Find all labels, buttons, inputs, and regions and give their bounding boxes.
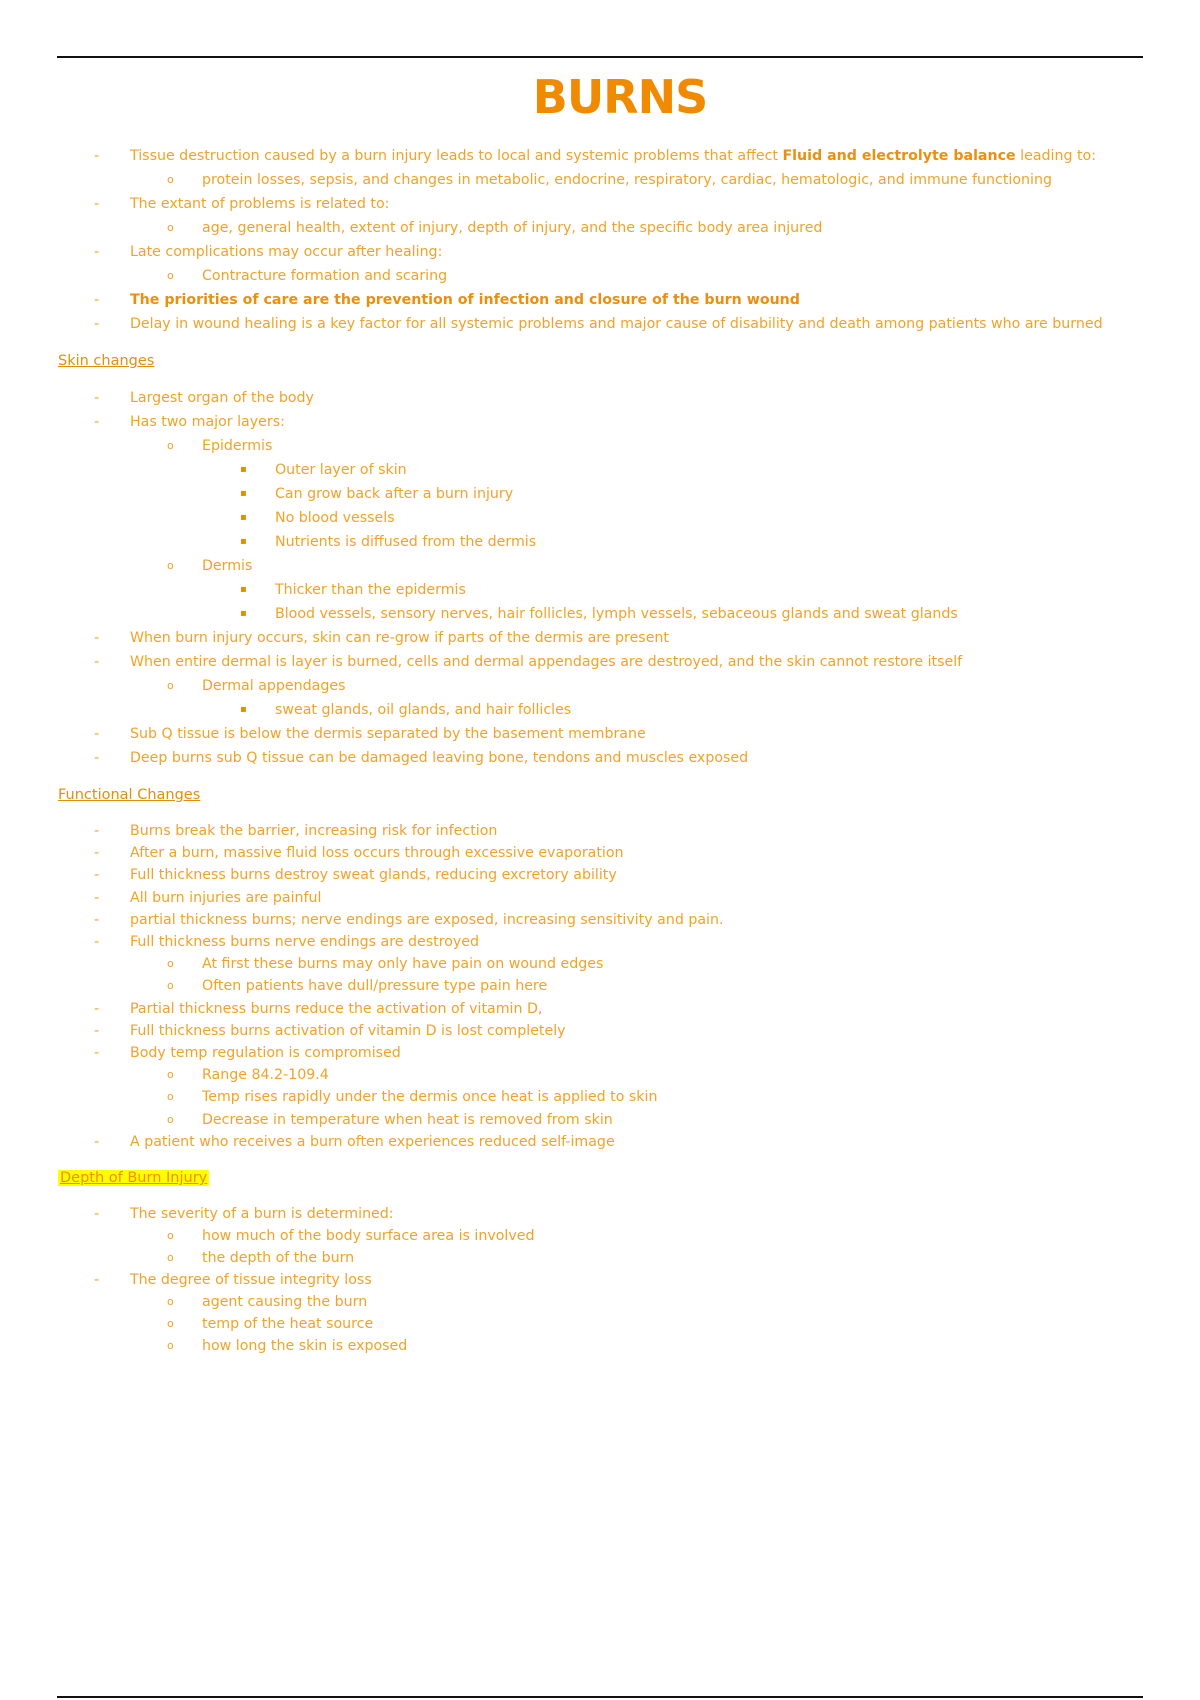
dash-bullet-icon: - — [94, 934, 100, 951]
square-bullet-icon: ▪ — [240, 488, 247, 499]
list-item — [58, 264, 1148, 288]
list-item-text: The extant of problems is related to: — [130, 196, 390, 212]
list-item-text: Range 84.2-109.4 — [202, 1067, 329, 1084]
list-item — [58, 722, 1148, 746]
circle-bullet-icon: o — [167, 679, 174, 692]
circle-bullet-icon: o — [167, 439, 174, 452]
list-item — [58, 998, 1148, 1020]
list-item-text: A patient who receives a burn often experiences reduced self-image — [130, 1133, 615, 1150]
bottom-rule — [57, 1696, 1143, 1698]
list-item — [58, 1203, 1148, 1225]
circle-bullet-icon: o — [167, 1112, 174, 1126]
list-item — [58, 842, 1148, 864]
dash-bullet-icon: - — [94, 196, 100, 212]
list-item-text: After a burn, massive fluid loss occurs through excessive evaporation — [130, 845, 624, 862]
dash-bullet-icon: - — [94, 148, 100, 164]
list-item-bold-text: Fluid and electrolyte balance — [782, 148, 1016, 164]
list-item-text: Full thickness burns activation of vitamin D is lost completely — [130, 1022, 566, 1039]
page-title: BURNS — [532, 70, 708, 124]
square-bullet-icon: ▪ — [240, 584, 247, 595]
list-item-text: Temp rises rapidly under the dermis once heat is applied to skin — [202, 1089, 658, 1106]
list-item — [58, 820, 1148, 842]
list-item-text: Burns break the barrier, increasing risk for infection — [130, 823, 498, 839]
dash-bullet-icon: - — [94, 630, 100, 646]
list-item-text: how long the skin is exposed — [202, 1338, 408, 1355]
circle-bullet-icon: o — [167, 1229, 174, 1243]
list-item — [58, 1086, 1148, 1108]
dash-bullet-icon: - — [94, 889, 100, 906]
dash-bullet-icon: - — [94, 823, 100, 839]
list-item — [58, 410, 1148, 434]
list-item-text: Epidermis — [202, 438, 273, 454]
dash-bullet-icon: - — [94, 654, 100, 670]
list-item-text: Largest organ of the body — [130, 390, 314, 406]
list-item-text: Blood vessels, sensory nerves, hair follicles, lymph vessels, sebaceous glands and sweat glands — [275, 606, 958, 622]
list-item — [58, 216, 1148, 240]
list-item-text: Can grow back after a burn injury — [275, 486, 514, 502]
list-item — [58, 434, 1148, 458]
document-body — [58, 144, 1148, 1357]
circle-bullet-icon: o — [167, 1317, 174, 1331]
dash-bullet-icon: - — [94, 1000, 100, 1017]
circle-bullet-icon: o — [167, 979, 174, 993]
list-item — [58, 1247, 1148, 1269]
list-item — [58, 626, 1148, 650]
section-heading-skin-changes: Skin changes — [58, 353, 155, 369]
intro-list — [58, 144, 1148, 336]
dash-bullet-icon: - — [94, 867, 100, 884]
dash-bullet-icon: - — [94, 390, 100, 406]
list-item-text: Tissue destruction caused by a burn injury leads to local and systemic problems that affect — [130, 148, 783, 164]
list-item — [58, 674, 1148, 698]
circle-bullet-icon: o — [167, 1090, 174, 1104]
list-item — [58, 1335, 1148, 1357]
dash-bullet-icon: - — [94, 1272, 100, 1289]
list-item — [58, 506, 1148, 530]
list-item — [58, 909, 1148, 931]
list-item — [58, 1131, 1148, 1153]
highlighted-heading-text: Depth of Burn Injury — [60, 1170, 208, 1187]
list-item — [58, 482, 1148, 506]
list-item — [58, 192, 1148, 216]
list-item — [58, 168, 1148, 192]
list-item-text: Delay in wound healing is a key factor for all systemic problems and major cause of disability and death among patients who are burned — [130, 316, 1103, 332]
list-item-text: The severity of a burn is determined: — [130, 1206, 394, 1223]
list-item — [58, 746, 1148, 770]
list-item — [58, 650, 1148, 674]
list-item — [58, 1291, 1148, 1313]
list-item-text: Thicker than the epidermis — [275, 582, 466, 598]
square-bullet-icon: ▪ — [240, 608, 247, 619]
list-item-text: Dermal appendages — [202, 678, 346, 694]
dash-bullet-icon: - — [94, 414, 100, 430]
list-item — [58, 458, 1148, 482]
list-item-text: When entire dermal is layer is burned, cells and dermal appendages are destroyed, and the skin cannot restore itself — [130, 654, 963, 670]
functional-changes-list — [58, 820, 1148, 1153]
list-item-text: Dermis — [202, 558, 253, 574]
list-item — [58, 602, 1148, 626]
skin-changes-list — [58, 386, 1148, 770]
circle-bullet-icon: o — [167, 173, 174, 186]
section-heading-functional-changes: Functional Changes — [58, 787, 201, 803]
list-item — [58, 1269, 1148, 1291]
list-item-text: the depth of the burn — [202, 1250, 355, 1267]
list-item-text: Late complications may occur after healing: — [130, 244, 443, 260]
dash-bullet-icon: - — [94, 1206, 100, 1223]
top-rule — [57, 56, 1143, 58]
dash-bullet-icon: - — [94, 316, 100, 332]
circle-bullet-icon: o — [167, 269, 174, 282]
dash-bullet-icon: - — [94, 911, 100, 928]
list-item-text: protein losses, sepsis, and changes in metabolic, endocrine, respiratory, cardiac, hematologic, and immune functioning — [202, 172, 1052, 188]
list-item — [58, 1042, 1148, 1064]
list-item — [58, 1313, 1148, 1335]
list-item-text: partial thickness burns; nerve endings are exposed, increasing sensitivity and pain. — [130, 911, 724, 928]
list-item — [58, 530, 1148, 554]
square-bullet-icon: ▪ — [240, 536, 247, 547]
dash-bullet-icon: - — [94, 750, 100, 766]
dash-bullet-icon: - — [94, 845, 100, 862]
circle-bullet-icon: o — [167, 957, 174, 971]
list-item — [58, 931, 1148, 953]
list-item-text: All burn injuries are painful — [130, 889, 322, 906]
list-item — [58, 864, 1148, 886]
dash-bullet-icon: - — [94, 1045, 100, 1062]
list-item-text: No blood vessels — [275, 510, 395, 526]
dash-bullet-icon: - — [94, 1022, 100, 1039]
list-item — [58, 1225, 1148, 1247]
list-item-bold-text: The priorities of care are the prevention of infection and closure of the burn wound — [130, 292, 800, 308]
list-item-text: At first these burns may only have pain on wound edges — [202, 956, 604, 973]
list-item — [58, 887, 1148, 909]
list-item — [58, 312, 1148, 336]
list-item — [58, 386, 1148, 410]
list-item-text: Deep burns sub Q tissue can be damaged leaving bone, tendons and muscles exposed — [130, 750, 749, 766]
list-item-text: Sub Q tissue is below the dermis separated by the basement membrane — [130, 726, 646, 742]
list-item-text: sweat glands, oil glands, and hair follicles — [275, 702, 572, 718]
list-item-text: Full thickness burns nerve endings are destroyed — [130, 934, 479, 951]
list-item-text: Decrease in temperature when heat is removed from skin — [202, 1111, 613, 1128]
dash-bullet-icon: - — [94, 244, 100, 260]
list-item-text: Often patients have dull/pressure type pain here — [202, 978, 548, 995]
list-item-text: Contracture formation and scaring — [202, 268, 448, 284]
list-item-text: temp of the heat source — [202, 1316, 374, 1333]
square-bullet-icon: ▪ — [240, 464, 247, 475]
list-item-text: Body temp regulation is compromised — [130, 1045, 401, 1062]
square-bullet-icon: ▪ — [240, 704, 247, 715]
list-item-text: how much of the body surface area is involved — [202, 1228, 535, 1245]
list-item-text: Full thickness burns destroy sweat glands, reducing excretory ability — [130, 867, 617, 884]
dash-bullet-icon: - — [94, 292, 100, 308]
list-item-text: Has two major layers: — [130, 414, 285, 430]
list-item — [58, 953, 1148, 975]
circle-bullet-icon: o — [167, 1295, 174, 1309]
section-heading-depth-of-burn-injury — [58, 1167, 1148, 1189]
list-item — [58, 1020, 1148, 1042]
list-item — [58, 554, 1148, 578]
list-item-text: Nutrients is diffused from the dermis — [275, 534, 537, 550]
list-item-text: The degree of tissue integrity loss — [130, 1272, 372, 1289]
list-item-text: age, general health, extent of injury, depth of injury, and the specific body area injured — [202, 220, 823, 236]
depth-of-burn-list — [58, 1203, 1148, 1357]
circle-bullet-icon: o — [167, 559, 174, 572]
circle-bullet-icon: o — [167, 1339, 174, 1353]
list-item-text: agent causing the burn — [202, 1294, 368, 1311]
square-bullet-icon: ▪ — [240, 512, 247, 523]
list-item-text: leading to: — [1015, 148, 1096, 164]
circle-bullet-icon: o — [167, 1068, 174, 1082]
list-item — [58, 975, 1148, 997]
list-item — [58, 578, 1148, 602]
list-item-text: Outer layer of skin — [275, 462, 407, 478]
dash-bullet-icon: - — [94, 1133, 100, 1150]
list-item — [58, 1109, 1148, 1131]
list-item — [58, 698, 1148, 722]
list-item — [58, 240, 1148, 264]
dash-bullet-icon: - — [94, 726, 100, 742]
circle-bullet-icon: o — [167, 1251, 174, 1265]
list-item-text: Partial thickness burns reduce the activation of vitamin D, — [130, 1000, 543, 1017]
list-item — [58, 1064, 1148, 1086]
circle-bullet-icon: o — [167, 221, 174, 234]
list-item — [58, 288, 1148, 312]
list-item — [58, 144, 1148, 168]
list-item-text: When burn injury occurs, skin can re-grow if parts of the dermis are present — [130, 630, 669, 646]
